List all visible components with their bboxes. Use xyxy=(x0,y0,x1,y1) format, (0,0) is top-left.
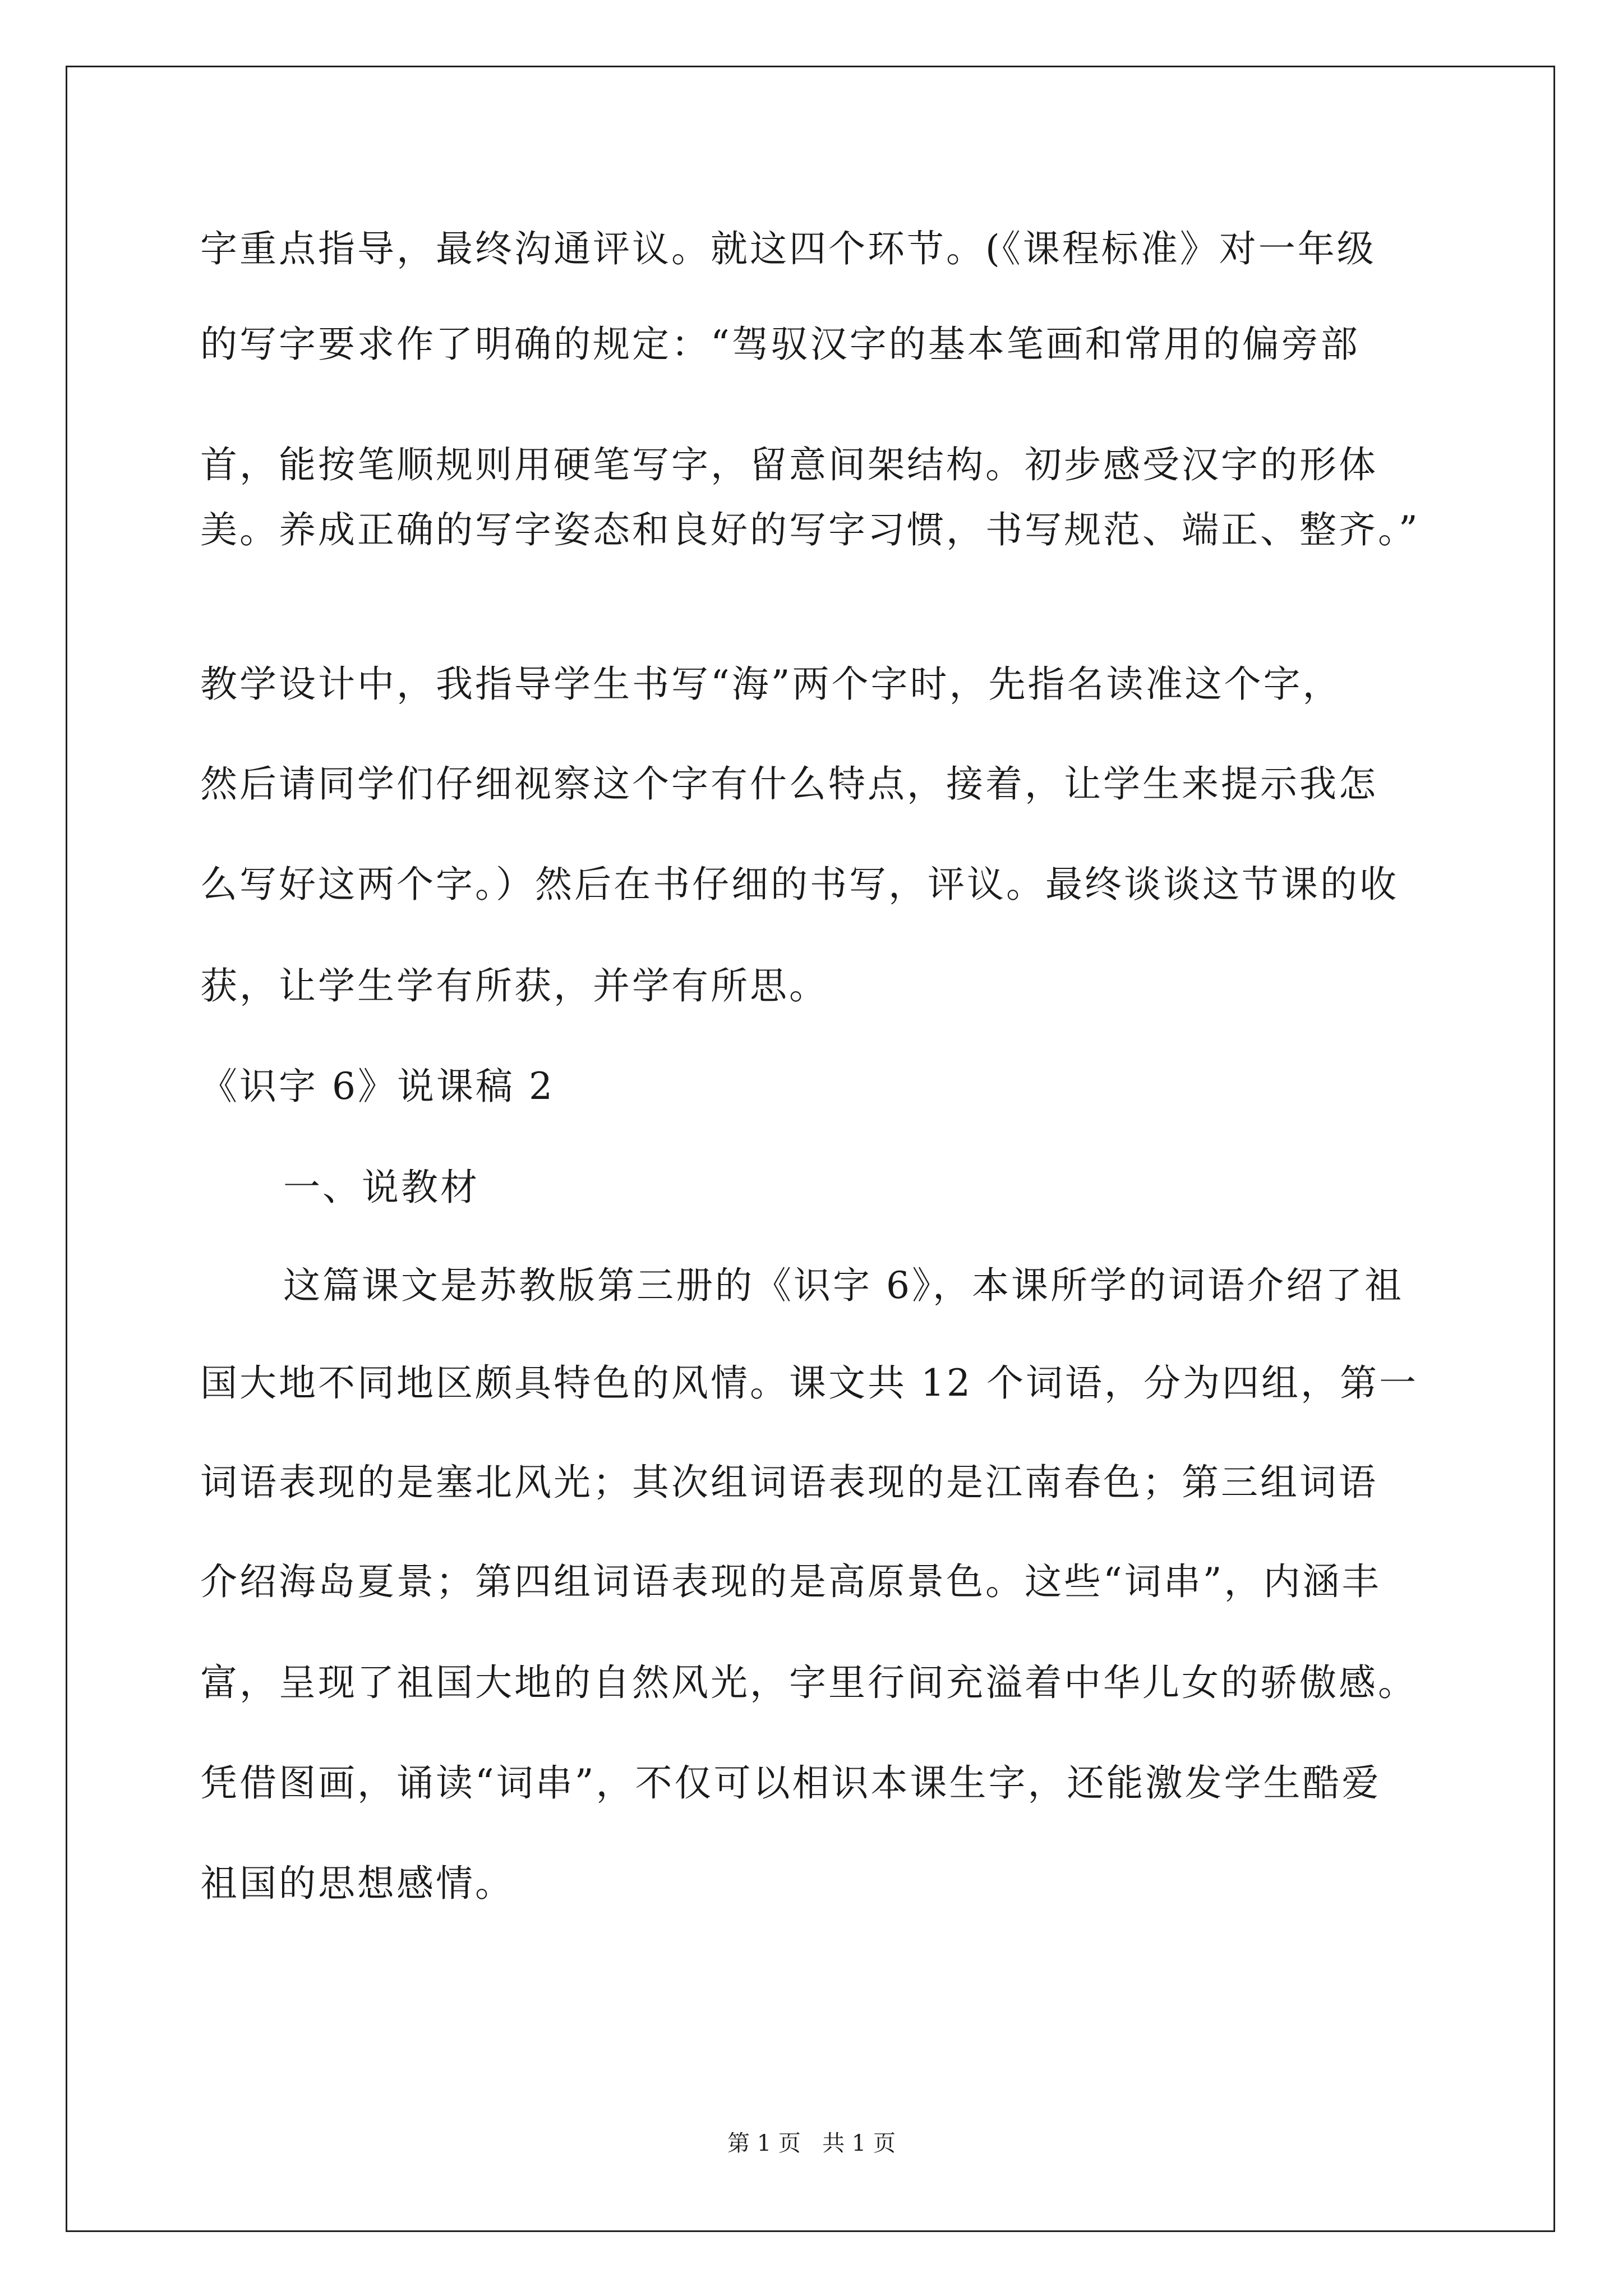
paragraph-line: 富，呈现了祖国大地的自然风光，字里行间充溢着中华儿女的骄傲感。 xyxy=(200,1661,1417,1704)
paragraph-line: 美。养成正确的写字姿态和良好的写字习惯，书写规范、端正、整齐。” xyxy=(200,508,1420,551)
paragraph-line: 词语表现的是塞北风光；其次组词语表现的是江南春色；第三组词语 xyxy=(200,1461,1378,1504)
paragraph-line: 么写好这两个字。）然后在书仔细的书写，评议。最终谈谈这节课的收 xyxy=(200,863,1399,906)
section-heading: 一、说教材 xyxy=(283,1166,479,1209)
section-title: 《识字 6》说课稿 2 xyxy=(200,1065,555,1108)
page-number-footer: 第 1 页 共 1 页 xyxy=(727,2131,896,2156)
paragraph-line: 教学设计中，我指导学生书写“海”两个字时，先指名读准这个字， xyxy=(200,662,1342,706)
paragraph-line: 然后请同学们仔细视察这个字有什么特点，接着，让学生来提示我怎 xyxy=(200,762,1378,806)
paragraph-line: 国大地不同地区颇具特色的风情。课文共 12 个词语，分为四组，第一 xyxy=(200,1361,1418,1405)
paragraph-line: 首，能按笔顺规则用硬笔写字，留意间架结构。初步感受汉字的形体 xyxy=(200,443,1378,486)
paragraph-line: 祖国的思想感情。 xyxy=(200,1862,514,1905)
paragraph-line: 获，让学生学有所获，并学有所思。 xyxy=(200,964,828,1007)
paragraph-line: 字重点指导，最终沟通评议。就这四个环节。(《课程标准》对一年级 xyxy=(200,227,1376,270)
paragraph-line: 的写字要求作了明确的规定：“驾驭汉字的基本笔画和常用的偏旁部 xyxy=(200,323,1360,366)
paragraph-line: 凭借图画，诵读“词串”，不仅可以相识本课生字，还能激发学生酷爱 xyxy=(200,1761,1381,1805)
paragraph-line: 介绍海岛夏景；第四组词语表现的是高原景色。这些“词串”，内涵丰 xyxy=(200,1560,1381,1603)
paragraph-line: 这篇课文是苏教版第三册的《识字 6》，本课所学的词语介绍了祖 xyxy=(283,1264,1404,1307)
page-border xyxy=(66,66,1555,2232)
